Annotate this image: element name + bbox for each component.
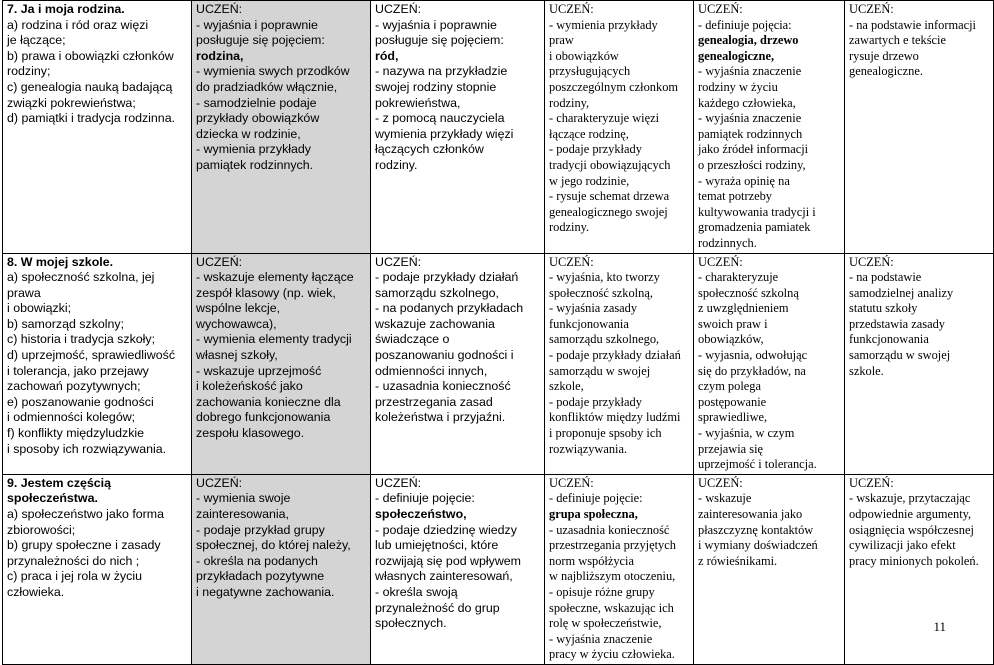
cell-line: - samodzielnie podaje (196, 95, 317, 110)
cell-line: - charakteryzuje (698, 270, 779, 285)
cell-line: - wymienia przykłady (196, 142, 311, 157)
topic-line: b) grupy społeczne i zasady (7, 538, 161, 553)
cell-line: zespołu klasowego. (196, 426, 305, 441)
cell-line: - nazywa na przykładzie (375, 64, 508, 79)
cell-line: - wymienia przykłady (549, 17, 658, 32)
cell-line: - charakteryzuje więzi (549, 111, 660, 126)
topic-line: e) poszanowanie godności (7, 394, 154, 409)
topic-cell (3, 474, 192, 664)
topic-line: a) rodzina i ród oraz więzi (7, 17, 149, 32)
cell-line: samorządu w swojej (549, 363, 651, 378)
cell-line: świadczące o (375, 332, 450, 347)
topic-cell (3, 1, 192, 254)
cell-line: kultywowania tradycji i (698, 204, 816, 219)
cell-line: - wymienia swoje (196, 491, 291, 506)
cell-line: pamiątek rodzinnych (698, 126, 803, 141)
cell-line: funkcjonowania (549, 316, 629, 331)
topic-line: b) prawa i obowiązki członków (7, 48, 174, 63)
cell-line: zachowania konieczne dla (196, 394, 341, 409)
cell-line: - wyraża opinię na (698, 173, 790, 188)
cell-line: społecznych. (375, 616, 447, 631)
cell-line: genealogicznego swojej (549, 204, 668, 219)
cell-line: - wskazuje (698, 491, 752, 506)
cell-line: odpowiednie argumenty, (849, 507, 972, 521)
cell-header: UCZEŃ: (849, 254, 894, 269)
cell-line: zawartych e tekście (849, 33, 947, 48)
requirements-cell (694, 474, 845, 664)
cell-line: - wyjaśnia znaczenie (549, 631, 653, 646)
cell-header: UCZEŃ: (196, 475, 243, 490)
cell-line: - wskazuje, przytaczając (849, 491, 971, 506)
topic-title: 7. Ja i moja rodzina. (7, 2, 125, 16)
cell-line: każdego człowieka, (698, 95, 796, 110)
cell-line: - podaje dziedzinę wiedzy (375, 522, 517, 537)
cell-line: wychowawca), (196, 316, 277, 331)
cell-line: pokrewieństwa, (375, 95, 461, 110)
cell-line: - określa na podanych (196, 553, 318, 568)
topic-line: d) pamiątki i tradycja rodzinna. (7, 111, 176, 126)
cell-line: o przeszłości rodziny, (698, 157, 806, 172)
cell-header: UCZEŃ: (375, 475, 422, 490)
requirements-cell (192, 474, 371, 664)
cell-line: - wyjaśnia, kto tworzy (549, 270, 660, 285)
cell-line: - podaje przykład grupy (196, 522, 325, 537)
cell-line: samodzielnej analizy (849, 285, 954, 300)
cell-line: swoich praw i (698, 316, 768, 331)
cell-line: i proponuje spsoby ich (549, 426, 662, 441)
topic-line: d) uprzejmość, sprawiedliwość (7, 348, 176, 363)
cell-line: genealogia, drzewo (698, 33, 799, 48)
cell-line: osiągnięcia współczesnej (849, 522, 974, 537)
topic-line: b) samorząd szkolny; (7, 316, 125, 331)
cell-line: genealogiczne, (698, 48, 775, 63)
topic-line: c) historia i tradycja szkoły; (7, 332, 156, 347)
cell-line: swojej rodziny stopnie (375, 79, 497, 94)
cell-line: przysługujących (549, 64, 631, 79)
cell-line: własnej szkoły, (196, 348, 278, 363)
topic-line: i odmienności kolegów; (7, 410, 136, 425)
cell-header: UCZEŃ: (549, 2, 594, 16)
cell-line: zainteresowania, (196, 507, 289, 521)
requirements-cell (845, 1, 994, 254)
requirements-cell (192, 1, 371, 254)
requirements-cell (845, 474, 994, 664)
cell-header: UCZEŃ: (849, 2, 894, 16)
cell-line: przedstawia zasady (849, 316, 945, 331)
cell-line: jako źródeł informacji (698, 142, 809, 157)
cell-line: się do przykładów, na (698, 363, 806, 378)
cell-line: - definiuje pojęcie: (549, 491, 643, 506)
cell-line: rozwiązywania. (549, 441, 628, 456)
cell-header: UCZEŃ: (698, 475, 743, 490)
cell-line: - podaje przykłady działań (549, 348, 681, 363)
cell-line: rodziny. (375, 157, 418, 172)
cell-line: temat potrzeby (698, 189, 772, 204)
cell-line: w jego rodzinie, (549, 173, 630, 188)
cell-header: UCZEŃ: (375, 2, 422, 16)
cell-header: UCZEŃ: (196, 2, 243, 16)
topic-line: f) konflikty międzyludzkie (7, 426, 145, 441)
cell-line: łączących członków (375, 142, 484, 157)
topic-line: zbiorowości; (7, 522, 76, 537)
cell-line: samorządu szkolnego, (375, 285, 499, 300)
cell-line: rodziny, (549, 95, 590, 110)
cell-line: ród, (375, 48, 399, 63)
requirements-cell (371, 474, 545, 664)
cell-line: przykłady obowiązków (196, 111, 320, 126)
cell-line: do pradziadków włącznie, (196, 79, 338, 94)
cell-line: - uzasadnia konieczność (549, 522, 670, 537)
topic-line: rodziny; (7, 64, 51, 79)
cell-line: wymienia przykłady więzi (375, 126, 514, 141)
cell-line: zespół klasowy (np. wiek, (196, 285, 336, 300)
cell-header: UCZEŃ: (549, 254, 594, 269)
requirements-cell (192, 253, 371, 474)
cell-line: - wyjaśnia znaczenie (698, 111, 802, 126)
cell-line: funkcjonowania (849, 332, 929, 347)
topic-line: a) społeczność szkolna, jej prawa (7, 270, 155, 300)
topic-line: c) genealogia nauką badającą (7, 79, 173, 94)
cell-line: samorządu szkolnego, (549, 332, 660, 347)
cell-line: lub umiejętności, które (375, 538, 499, 553)
topic-title: 8. W mojej szkole. (7, 254, 114, 269)
cell-line: przestrzegania przyjętych (549, 538, 676, 553)
cell-line: dziecka w rodzinie, (196, 126, 301, 141)
cell-line: przynależność do grup (375, 600, 500, 615)
cell-line: - wyjaśnia i poprawnie (375, 17, 497, 32)
cell-header: UCZEŃ: (849, 475, 894, 490)
cell-line: społecznej, do której należy, (196, 538, 351, 553)
cell-header: UCZEŃ: (698, 2, 743, 16)
cell-line: - podaje przykłady (549, 394, 642, 409)
topic-line: i tolerancja, jako przejawy (7, 363, 149, 378)
cell-line: społeczność szkolną, (549, 285, 653, 300)
topic-line: c) praca i jej rola w życiu (7, 569, 142, 584)
cell-line: szkole. (849, 363, 884, 378)
cell-header: UCZEŃ: (375, 254, 422, 269)
cell-line: posługuje się pojęciem: (196, 33, 325, 48)
cell-line: szkole, (549, 379, 584, 394)
cell-line: koleżeństwa i przyjaźni. (375, 410, 506, 425)
cell-line: - na podanych przykładach (375, 301, 524, 316)
cell-line: rodziny w życiu (698, 79, 778, 94)
cell-line: w najbliższym otoczeniu, (549, 569, 676, 584)
cell-line: rodzinnych. (698, 235, 757, 250)
cell-line: - wyjaśnia zasady (549, 301, 638, 316)
cell-line: - wyjaśnia, w czym (698, 426, 795, 441)
cell-line: odmienności innych, (375, 363, 488, 378)
cell-line: z uwzględnieniem (698, 301, 789, 316)
cell-line: rolę w społeczeństwie, (549, 616, 662, 631)
cell-line: praw (549, 33, 574, 48)
cell-line: uprzejmość i tolerancja. (698, 457, 817, 472)
requirements-cell (845, 253, 994, 474)
cell-line: społeczeństwo, (375, 507, 467, 521)
topic-line: je łączące; (7, 33, 66, 48)
table-row (3, 253, 994, 474)
cell-line: - wyjasnia, odwołując (698, 348, 808, 363)
cell-line: postępowanie (698, 394, 767, 409)
cell-line: czym polega (698, 379, 761, 394)
requirements-cell (694, 1, 845, 254)
page-number: 11 (933, 619, 946, 634)
cell-line: - opisuje różne grupy (549, 584, 655, 599)
cell-line: z rówieśnikami. (698, 553, 778, 568)
requirements-cell (371, 1, 545, 254)
cell-line: obowiązków, (698, 332, 764, 347)
cell-line: dobrego funkcjonowania (196, 410, 331, 425)
requirements-cell (545, 474, 694, 664)
cell-line: sprawiedliwe, (698, 410, 768, 425)
cell-line: własnych zainteresowań, (375, 569, 513, 584)
table-row (3, 474, 994, 664)
requirements-cell (694, 253, 845, 474)
cell-line: i obowiązków (549, 48, 619, 63)
cell-line: - wymienia swych przodków (196, 64, 350, 79)
requirements-cell (371, 253, 545, 474)
table-row (3, 1, 994, 254)
cell-line: wspólne lekcje, (196, 301, 281, 316)
cell-line: poszanowaniu godności i (375, 348, 514, 363)
cell-line: - na podstawie (849, 270, 922, 285)
cell-line: tradycji obowiązujących (549, 157, 671, 172)
cell-line: - określa swoją (375, 584, 458, 599)
cell-line: zainteresowania jako (698, 507, 803, 521)
cell-header: UCZEŃ: (196, 254, 243, 269)
cell-line: - definiuje pojęcie: (375, 491, 475, 506)
cell-line: grupa społeczna, (549, 507, 638, 521)
cell-line: przejawia się (698, 441, 764, 456)
cell-line: norm współżycia (549, 553, 634, 568)
topic-title: 9. Jestem częścią (7, 475, 112, 490)
cell-line: i negatywne zachowania. (196, 584, 335, 599)
cell-line: pracy w życiu człowieka. (549, 647, 675, 662)
cell-line: płaszczyznę kontaktów (698, 522, 814, 537)
cell-line: łączące rodzinę, (549, 126, 629, 141)
cell-line: - podaje przykłady (549, 142, 642, 157)
cell-line: - z pomocą nauczyciela (375, 111, 505, 126)
cell-line: rodzina, (196, 48, 244, 63)
cell-line: statutu szkoły (849, 301, 918, 316)
cell-line: genealogiczne. (849, 64, 923, 79)
requirements-cell (545, 1, 694, 254)
cell-line: posługuje się pojęciem: (375, 33, 504, 48)
curriculum-table (2, 0, 994, 665)
cell-line: - uzasadnia konieczność (375, 379, 511, 394)
cell-line: - wskazuje uprzejmość (196, 363, 322, 378)
cell-line: - na podstawie informacji (849, 17, 976, 32)
cell-line: społeczne, wskazując ich (549, 600, 674, 615)
topic-line: zachowań pozytywnych; (7, 379, 141, 394)
cell-line: - podaje przykłady działań (375, 270, 519, 285)
topic-line: i obowiązki; (7, 301, 72, 316)
cell-line: pracy minionych pokoleń. (849, 553, 979, 568)
cell-line: cywilizacji jako efekt (849, 538, 956, 553)
cell-line: - wskazuje elementy łączące (196, 270, 354, 285)
cell-line: i koleżeńskość jako (196, 379, 303, 394)
cell-header: UCZEŃ: (549, 475, 594, 490)
cell-line: rozwijają się pod wpływem (375, 553, 521, 568)
cell-line: - wyjaśnia i poprawnie (196, 17, 318, 32)
cell-line: samorządu w swojej (849, 348, 951, 363)
cell-line: rodziny. (549, 220, 590, 235)
cell-line: pamiątek rodzinnych. (196, 157, 314, 172)
cell-line: - wyjaśnia znaczenie (698, 64, 802, 79)
cell-line: rysuje drzewo (849, 48, 919, 63)
cell-line: społeczność szkolną (698, 285, 799, 300)
cell-line: - definiuje pojęcia: (698, 17, 792, 32)
requirements-cell (545, 253, 694, 474)
topic-line: człowieka. (7, 584, 65, 599)
cell-line: przykładach pozytywne (196, 569, 325, 584)
cell-line: przestrzegania zasad (375, 394, 493, 409)
topic-line: przynależności do nich ; (7, 553, 140, 568)
cell-line: - wymienia elementy tradycji (196, 332, 352, 347)
cell-header: UCZEŃ: (698, 254, 743, 269)
topic-line: a) społeczeństwo jako forma (7, 507, 165, 521)
cell-line: i wymiany doświadczeń (698, 538, 818, 553)
cell-line: poszczególnym członkom (549, 79, 679, 94)
topic-title: społeczeństwa. (7, 491, 98, 506)
topic-cell (3, 253, 192, 474)
cell-line: gromadzenia pamiatek (698, 220, 811, 235)
topic-line: i sposoby ich rozwiązywania. (7, 441, 167, 456)
cell-line: - rysuje schemat drzewa (549, 189, 670, 204)
topic-line: związki pokrewieństwa; (7, 95, 136, 110)
cell-line: konfliktów między ludźmi (549, 410, 681, 425)
cell-line: wskazuje zachowania (375, 316, 495, 331)
